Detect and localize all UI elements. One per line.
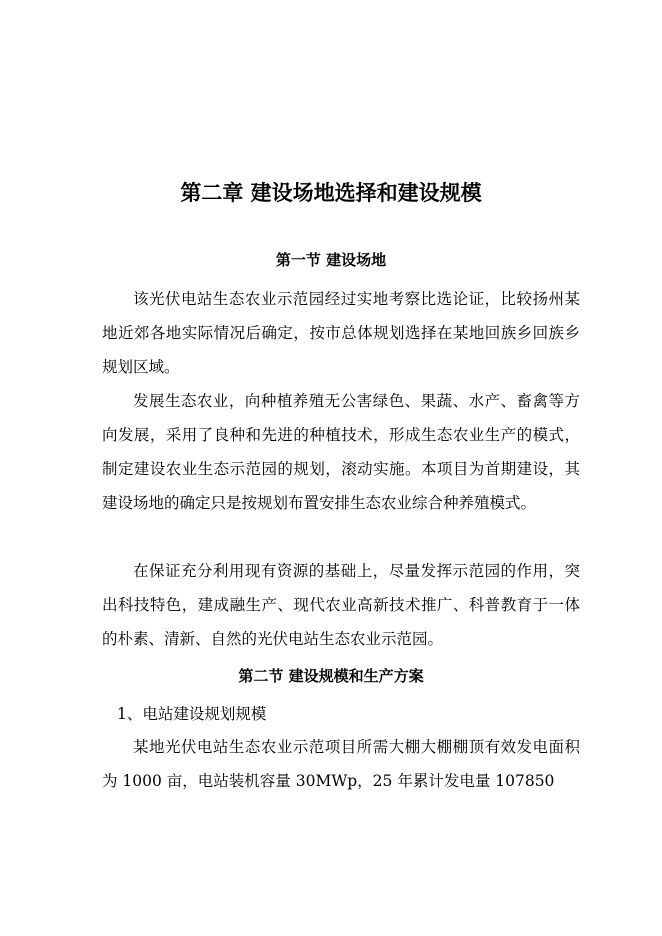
chapter-title: 第二章 建设场地选择和建设规模 <box>180 180 482 205</box>
paragraph-site-selection: 该光伏电站生态农业示范园经过实地考察比选论证，比较扬州某地近郊各地实际情况后确定，按市总体规划选择在某地回族乡回族乡规划区域。 <box>102 290 580 376</box>
paragraph-station-capacity: 某地光伏电站生态农业示范项目所需大棚大棚棚顶有效发电面积为 1000 亩，电站装机容量 30MWp，25 年累计发电量 107850 <box>102 738 580 790</box>
paragraph-eco-agriculture: 发展生态农业，向种植养殖无公害绿色、果蔬、水产、畜禽等方向发展，采用了良种和先进的种植技术，形成生态农业生产的模式，制定建设农业生态示范园的规划，滚动实施。本项目为首期建设，其建设场地的确定只是按规划布置安排生态农业综合种养殖模式。 <box>102 392 580 512</box>
list-item-station-scale: 1、电站建设规划规模 <box>117 705 267 723</box>
section-title-site: 第一节 建设场地 <box>275 251 387 269</box>
section-title-scale: 第二节 建设规模和生产方案 <box>238 667 424 685</box>
paragraph-resource-usage: 在保证充分利用现有资源的基础上，尽量发挥示范园的作用，突出科技特色，建成融生产、现代农业高新技术推广、科普教育于一体的朴素、清新、自然的光伏电站生态农业示范园。 <box>102 562 580 648</box>
